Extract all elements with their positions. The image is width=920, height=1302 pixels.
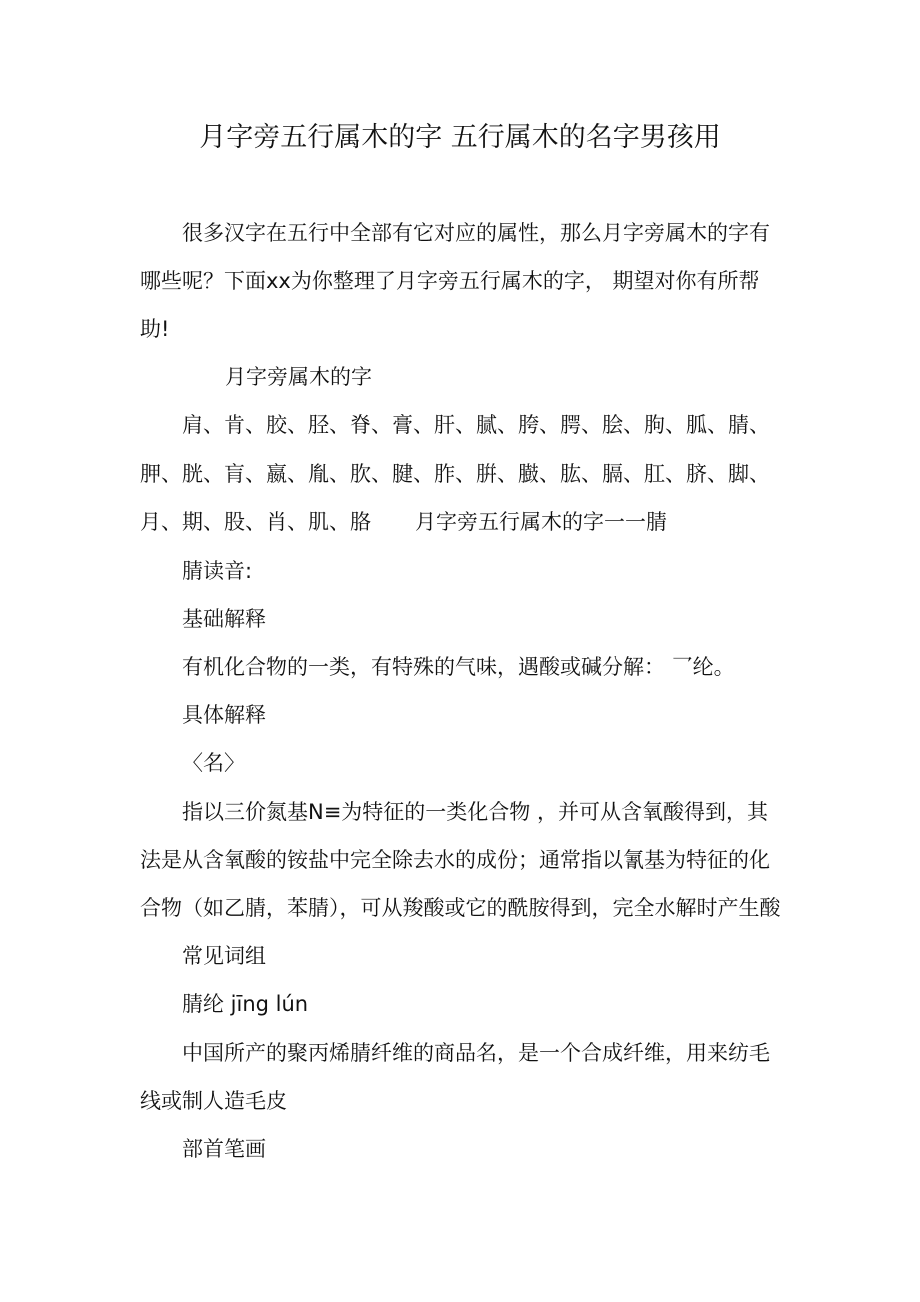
subsection-heading: 月字旁五行属木的字一一腈	[415, 510, 667, 534]
basic-text: 有机化合物的一类，有特殊的气味，遇酸或碱分解： 乛纶。	[182, 655, 735, 679]
phrase-line-2: 线或制人造毛皮	[140, 1089, 287, 1113]
detail-heading: 具体解释	[182, 703, 266, 727]
reading-label: 腈读音:	[182, 559, 253, 583]
char-list-line-1: 肩、肯、胶、胫、脊、膏、肝、腻、胯、腭、脍、朐、胍、腈、	[182, 413, 770, 437]
phrase-word: 腈纶 jīng lún	[182, 992, 309, 1016]
intro-line-2: 哪些呢？下面xx为你整理了月字旁五行属木的字， 期望对你有所帮	[140, 269, 760, 293]
phrase-line-1: 中国所产的聚丙烯腈纤维的商品名，是一个合成纤维，用来纺毛	[182, 1041, 770, 1065]
basic-heading: 基础解释	[182, 607, 266, 631]
intro-line-1: 很多汉字在五行中全部有它对应的属性，那么月字旁属木的字有	[182, 221, 770, 245]
page-title: 月字旁五行属木的字 五行属木的名字男孩用	[199, 122, 721, 153]
phrases-heading: 常见词组	[182, 944, 266, 968]
char-list-line-3-chars: 月、期、股、肖、肌、胳	[140, 510, 371, 534]
intro-line-3: 助!	[140, 317, 170, 341]
radical-heading: 部首笔画	[182, 1137, 266, 1161]
pos-tag: 〈名〉	[182, 751, 245, 775]
detail-line-1: 指以三价氮基N≡为特征的一类化合物 ，并可从含氧酸得到，其	[182, 800, 768, 824]
char-list-line-2: 胛、胱、肓、嬴、胤、肷、腱、胙、腁、臌、肱、膈、肛、脐、脚、	[140, 462, 770, 486]
detail-line-3: 合物（如乙腈，苯腈），可从羧酸或它的酰胺得到，完全水解时产生酸	[140, 896, 781, 920]
section-heading: 月字旁属木的字	[225, 365, 372, 389]
detail-line-2: 法是从含氧酸的铵盐中完全除去水的成份；通常指以氰基为特征的化	[140, 848, 770, 872]
char-list-line-3	[140, 507, 667, 537]
